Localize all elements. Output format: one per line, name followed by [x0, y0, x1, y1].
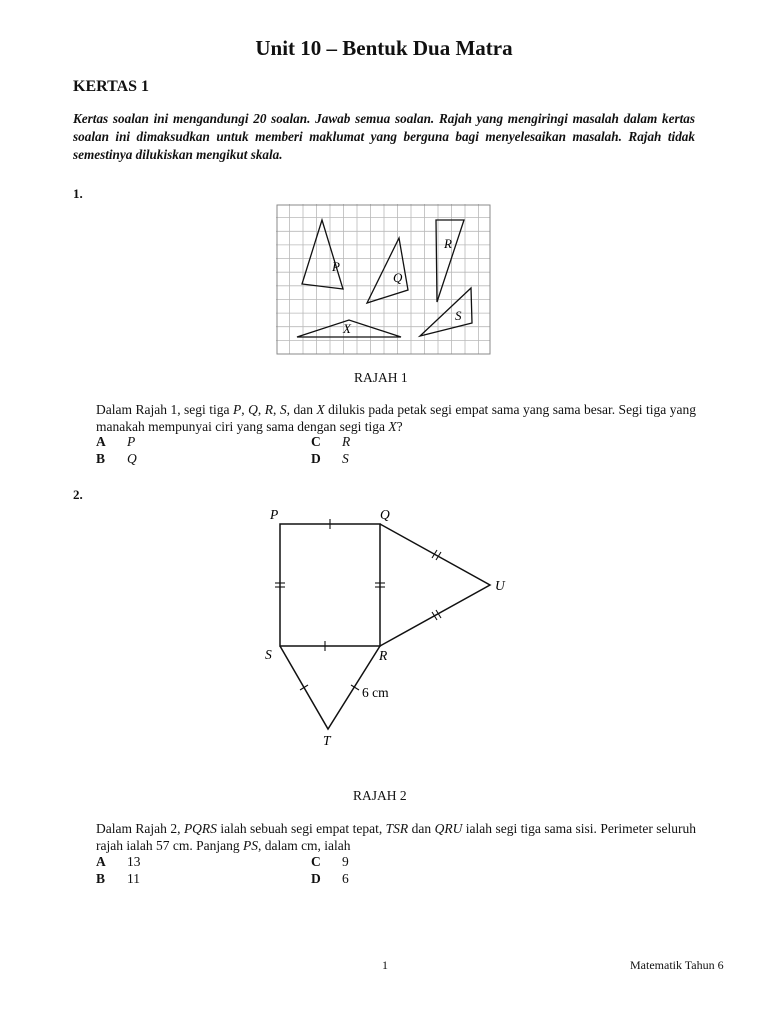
instructions-paragraph: Kertas soalan ini mengandungi 20 soalan. Jawab semua soalan. Rajah yang mengiringi masalah dalam kertas soalan ini dimaksudkan untuk memberi maklumat yang berguna bagi menyelesaikan masalah. Rajah tidak semestinya dilukiskan mengikut skala. — [73, 111, 695, 162]
triangle-p — [302, 220, 343, 289]
label-s: S — [455, 308, 462, 323]
label-u: U — [495, 578, 505, 593]
label-p: P — [270, 507, 279, 522]
question-2-option-c[interactable]: C 9 — [311, 854, 349, 869]
triangle-s — [420, 288, 472, 336]
question-1-text: Dalam Rajah 1, segi tiga P, Q, R, S, dan X dilukis pada petak segi empat sama yang sama besar. Segi tiga yang manakah mempunyai ciri yang sama dengan segi tiga X? — [96, 402, 697, 434]
figure-1-triangles-grid — [276, 204, 492, 356]
label-x: X — [343, 321, 351, 336]
label-r: R — [444, 236, 452, 251]
question-2-number: 2. — [73, 487, 83, 502]
rectangle-pqrs — [280, 524, 380, 646]
question-2-option-b[interactable]: B 11 — [96, 871, 140, 886]
question-1-number: 1. — [73, 186, 83, 201]
page-title: Unit 10 – Bentuk Dua Matra — [255, 36, 513, 60]
question-2-option-a[interactable]: A 13 — [96, 854, 141, 869]
triangle-qru — [380, 524, 490, 646]
section-heading: KERTAS 1 — [73, 78, 150, 95]
triangle-r — [436, 220, 464, 302]
figure-1-caption: RAJAH 1 — [354, 370, 408, 385]
question-2-option-d[interactable]: D 6 — [311, 871, 349, 886]
label-q: Q — [393, 270, 403, 285]
label-q: Q — [380, 507, 390, 522]
figure-2-composite-shape — [255, 500, 515, 750]
figure-2-caption: RAJAH 2 — [353, 788, 407, 803]
question-1-option-a[interactable]: A P — [96, 434, 136, 449]
question-1-option-d[interactable]: D S — [311, 451, 349, 466]
page-number: 1 — [382, 958, 388, 972]
label-s: S — [265, 647, 272, 662]
label-p: P — [332, 259, 340, 274]
label-t: T — [323, 733, 331, 748]
footer-subject: Matematik Tahun 6 — [630, 958, 724, 972]
question-1-option-c[interactable]: C R — [311, 434, 351, 449]
question-2-text: Dalam Rajah 2, PQRS ialah sebuah segi empat tepat, TSR dan QRU ialah segi tiga sama sisi. Perimeter seluruh rajah ialah 57 cm. Panjang PS, dalam cm, ialah — [96, 821, 696, 853]
label-side-length: 6 cm — [362, 685, 389, 700]
question-1-option-b[interactable]: B Q — [96, 451, 137, 466]
label-r: R — [379, 648, 388, 663]
